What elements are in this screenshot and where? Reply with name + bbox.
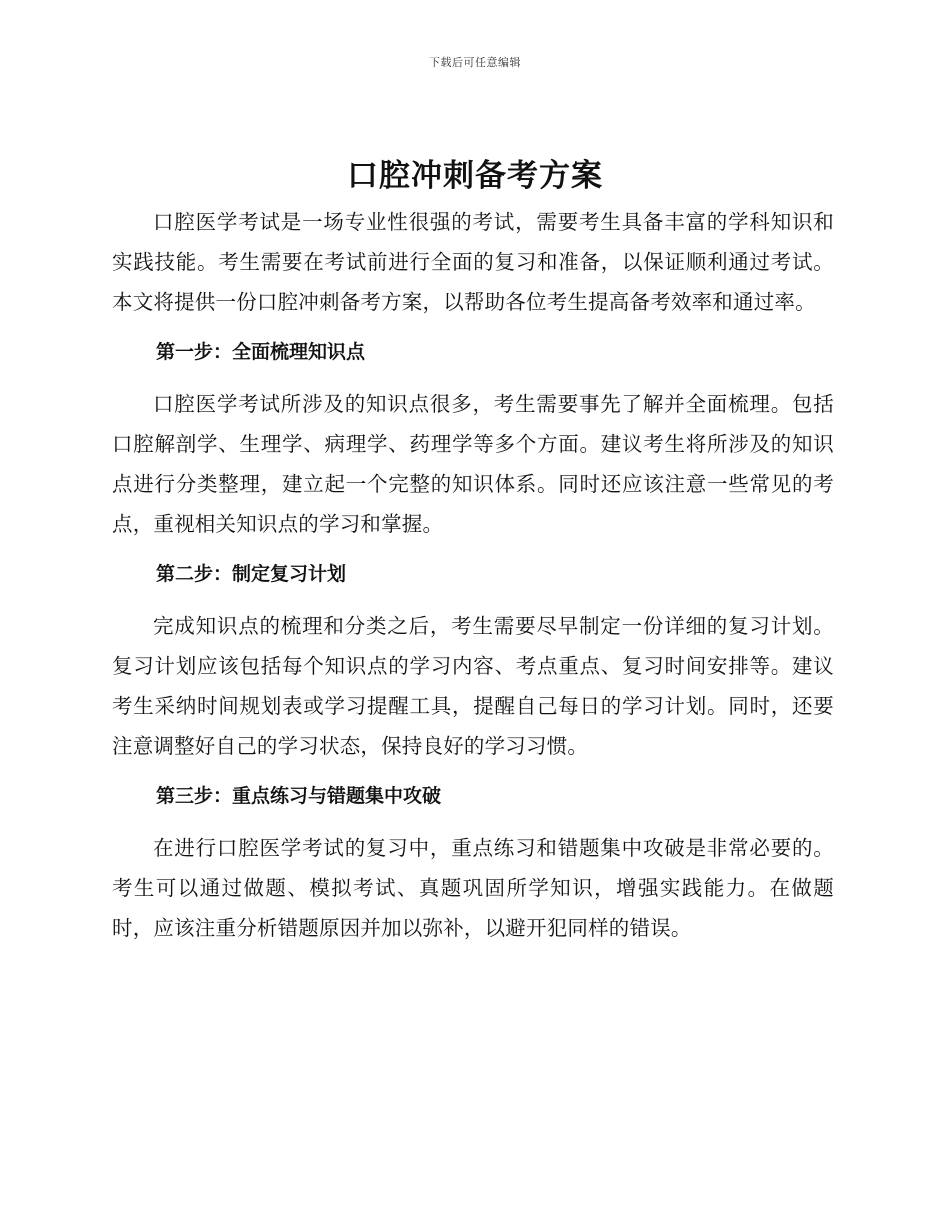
section-body-step-2: 完成知识点的梳理和分类之后，考生需要尽早制定一份详细的复习计划。复习计划应该包括每个知识点的学习内容、考点重点、复习时间安排等。建议考生采纳时间规划表或学习提醒工具，提醒自己每日的学习计划。同时，还要注意调整好自己的学习状态，保持良好的学习习惯。 bbox=[112, 614, 834, 758]
document-title: 口腔冲刺备考方案 bbox=[347, 158, 603, 194]
section-body-step-1: 口腔医学考试所涉及的知识点很多，考生需要事先了解并全面梳理。包括口腔解剖学、生理学、病理学、药理学等多个方面。建议考生将所涉及的知识点进行分类整理，建立起一个完整的知识体系。同时还应该注意一些常见的考点，重视相关知识点的学习和掌握。 bbox=[112, 392, 834, 536]
section-body-step-3: 在进行口腔医学考试的复习中，重点练习和错题集中攻破是非常必要的。考生可以通过做题、模拟考试、真题巩固所学知识，增强实践能力。在做题时，应该注重分析错题原因并加以弥补，以避开犯同样的错误。 bbox=[112, 836, 834, 940]
page-header-note: 下载后可任意编辑 bbox=[429, 56, 521, 69]
document-body bbox=[112, 202, 834, 948]
section-heading-step-2: 第二步：制定复习计划 bbox=[156, 563, 347, 585]
intro-paragraph: 口腔医学考试是一场专业性很强的考试，需要考生具备丰富的学科知识和实践技能。考生需要在考试前进行全面的复习和准备，以保证顺利通过考试。本文将提供一份口腔冲刺备考方案，以帮助各位考生提高备考效率和通过率。 bbox=[112, 210, 834, 314]
section-heading-step-1: 第一步：全面梳理知识点 bbox=[156, 341, 366, 363]
section-heading-step-3: 第三步：重点练习与错题集中攻破 bbox=[156, 785, 442, 807]
